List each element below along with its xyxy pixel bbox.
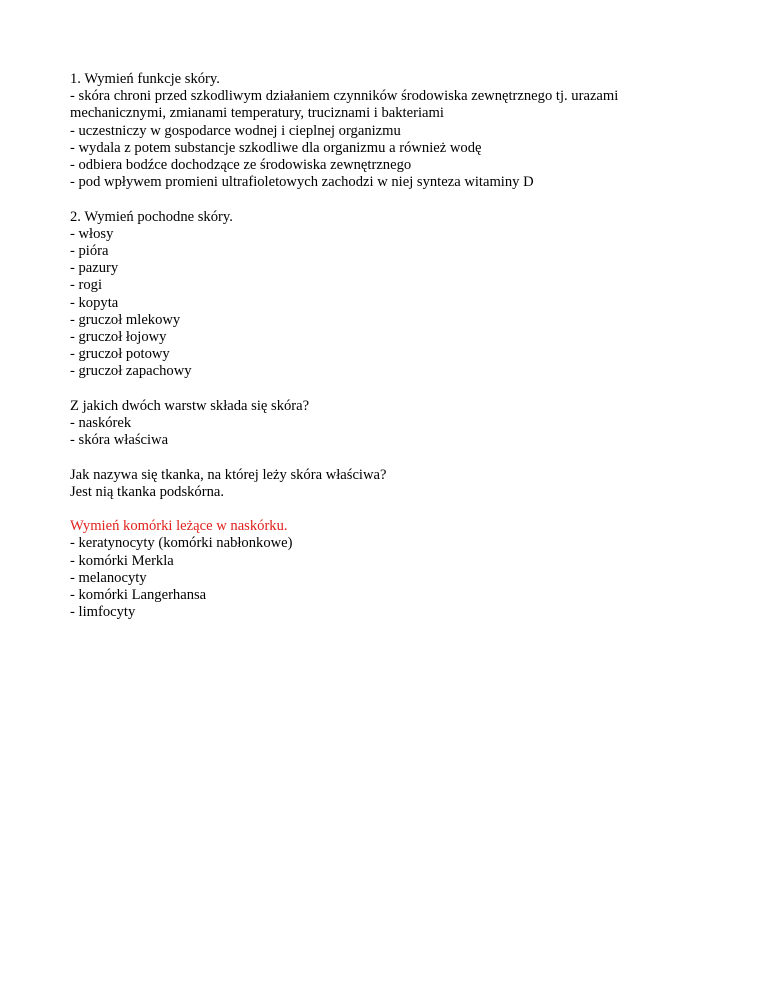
list-item: - uczestniczy w gospodarce wodnej i cieplnej organizmu	[70, 122, 401, 139]
question-underlying-tissue: Jak nazywa się tkanka, na której leży skóra właściwa?	[70, 466, 387, 483]
list-item: - keratynocyty (komórki nabłonkowe)	[70, 535, 293, 552]
list-item: - limfocyty	[70, 604, 136, 621]
list-item: - włosy	[70, 225, 114, 242]
list-item: - wydala z potem substancje szkodliwe dla organizmu a również wodę	[70, 139, 482, 156]
list-item: - naskórek	[70, 415, 132, 432]
paragraph-gap	[70, 381, 670, 398]
list-item: - kopyta	[70, 294, 119, 311]
list-item: - pióra	[70, 243, 109, 260]
list-item: - gruczoł zapachowy	[70, 363, 192, 380]
document-body	[70, 71, 670, 621]
answer-underlying-tissue: Jest nią tkanka podskórna.	[70, 483, 225, 500]
question-skin-functions: 1. Wymień funkcje skóry.	[70, 71, 220, 87]
list-item: - gruczoł potowy	[70, 346, 170, 363]
question-skin-layers: Z jakich dwóch warstw składa się skóra?	[70, 397, 310, 414]
list-item: - odbiera bodźce dochodzące ze środowiska zewnętrznego	[70, 157, 412, 174]
list-item: - gruczoł mlekowy	[70, 311, 181, 328]
list-item: - pazury	[70, 260, 119, 277]
list-item: - rogi	[70, 277, 103, 294]
list-item: - melanocyty	[70, 569, 147, 586]
question-epidermis-cells: Wymień komórki leżące w naskórku.	[70, 518, 288, 535]
paragraph-gap	[70, 191, 670, 208]
list-item: - komórki Merkla	[70, 552, 174, 569]
list-item: - skóra chroni przed szkodliwym działaniem czynników środowiska zewnętrznego tj. urazami mechanicznymi, zmianami temperatury, truciznami i bakteriami	[70, 88, 619, 122]
list-item: - skóra właściwa	[70, 432, 169, 449]
paragraph-gap	[70, 501, 670, 518]
list-item: - gruczoł łojowy	[70, 329, 167, 346]
list-item: - pod wpływem promieni ultrafioletowych zachodzi w niej synteza witaminy D	[70, 174, 534, 191]
paragraph-gap	[70, 449, 670, 466]
question-skin-derivatives: 2. Wymień pochodne skóry.	[70, 208, 233, 225]
list-item: - komórki Langerhansa	[70, 587, 207, 604]
